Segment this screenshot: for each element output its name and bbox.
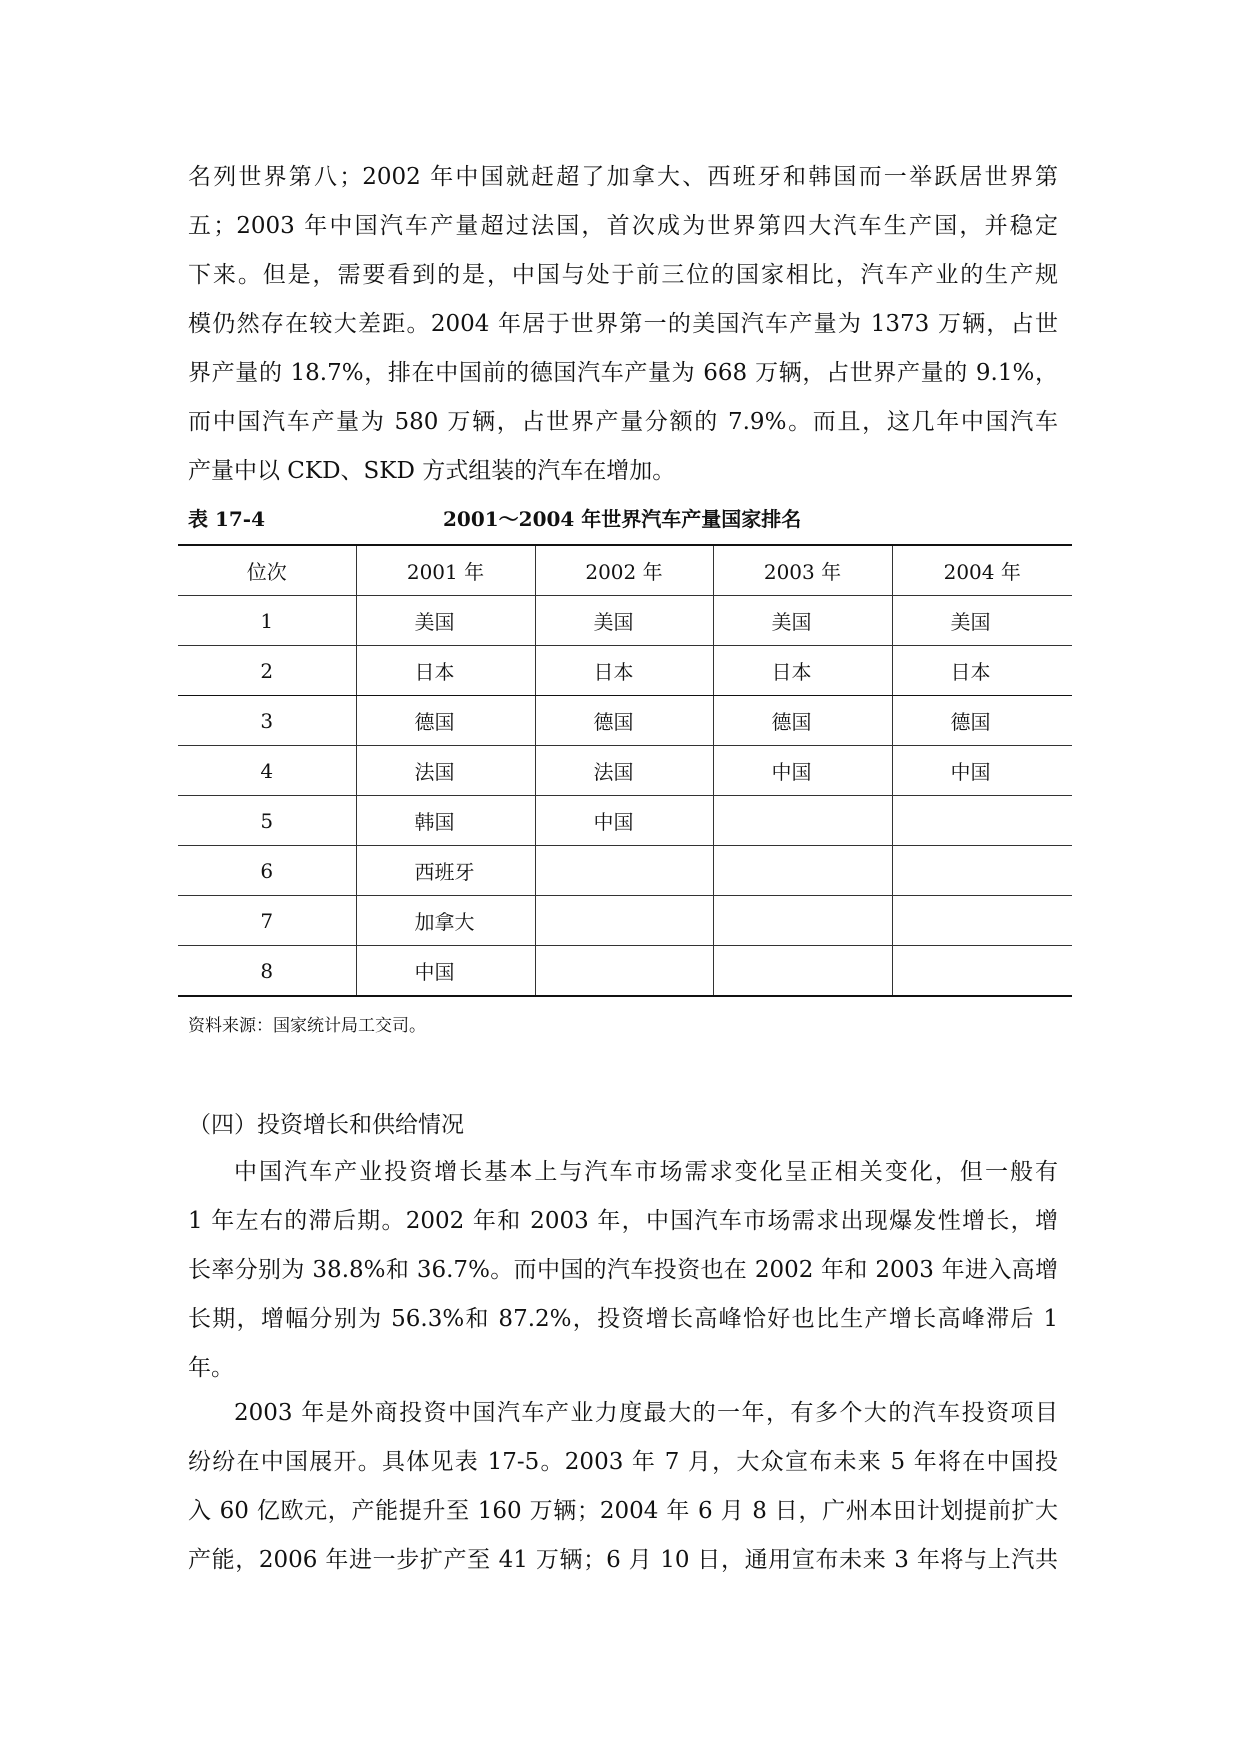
- country-cell: 美国: [356, 596, 535, 646]
- text-line: 界产量的 18.7%，排在中国前的德国汽车产量为 668 万辆，占世界产量的 9.1%，: [188, 360, 1058, 386]
- country-cell: [713, 896, 892, 946]
- country-cell: 中国: [535, 796, 713, 846]
- rank-cell: 4: [178, 746, 356, 796]
- text-line: 而中国汽车产量为 580 万辆，占世界产量分额的 7.9%。而且，这几年中国汽车: [188, 409, 1058, 435]
- text-line: 长期，增幅分别为 56.3%和 87.2%，投资增长高峰恰好也比生产增长高峰滞后 1: [188, 1306, 1058, 1332]
- country-cell: 西班牙: [356, 846, 535, 896]
- text-line: 产能，2006 年进一步扩产至 41 万辆；6 月 10 日，通用宣布未来 3 年将与上汽共: [188, 1547, 1058, 1573]
- text-line: 1 年左右的滞后期。2002 年和 2003 年，中国汽车市场需求出现爆发性增长，增: [188, 1208, 1058, 1234]
- column-header: 2004 年: [892, 545, 1072, 596]
- country-cell: 德国: [535, 696, 713, 746]
- paragraph-foreign-investment: [188, 1389, 1058, 1585]
- column-header: 2002 年: [535, 545, 713, 596]
- column-header: 2003 年: [713, 545, 892, 596]
- country-cell: [535, 846, 713, 896]
- country-cell: 美国: [892, 596, 1072, 646]
- text-line: 五；2003 年中国汽车产量超过法国，首次成为世界第四大汽车生产国，并稳定: [188, 213, 1058, 239]
- country-cell: 法国: [356, 746, 535, 796]
- rank-cell: 7: [178, 896, 356, 946]
- country-cell: 法国: [535, 746, 713, 796]
- country-cell: 加拿大: [356, 896, 535, 946]
- country-cell: [892, 796, 1072, 846]
- country-cell: 德国: [356, 696, 535, 746]
- column-header: 位次: [178, 545, 356, 596]
- table-title: 2001～2004 年世界汽车产量国家排名: [443, 507, 802, 531]
- rank-cell: 5: [178, 796, 356, 846]
- country-cell: 中国: [713, 746, 892, 796]
- rank-cell: 3: [178, 696, 356, 746]
- table-row: [178, 896, 1072, 946]
- table-caption: [188, 503, 1058, 535]
- text-line: 入 60 亿欧元，产能提升至 160 万辆；2004 年 6 月 8 日，广州本田计划提前扩大: [188, 1498, 1058, 1524]
- paragraph-production-ranking: [188, 153, 1058, 496]
- country-cell: 德国: [713, 696, 892, 746]
- country-cell: [535, 896, 713, 946]
- rank-cell: 8: [178, 946, 356, 997]
- country-cell: 中国: [892, 746, 1072, 796]
- country-cell: 美国: [713, 596, 892, 646]
- country-cell: 日本: [535, 646, 713, 696]
- country-cell: 韩国: [356, 796, 535, 846]
- country-cell: 德国: [892, 696, 1072, 746]
- country-cell: 日本: [356, 646, 535, 696]
- section-heading: （四）投资增长和供给情况: [188, 1112, 464, 1138]
- country-cell: [713, 796, 892, 846]
- country-cell: [713, 946, 892, 997]
- rank-cell: 6: [178, 846, 356, 896]
- text-line: 纷纷在中国展开。具体见表 17-5。2003 年 7 月，大众宣布未来 5 年将在中国投: [188, 1449, 1058, 1475]
- ranking-table: [178, 544, 1072, 997]
- table-row: [178, 646, 1072, 696]
- text-line: 年。: [188, 1355, 234, 1381]
- table-row: [178, 596, 1072, 646]
- rank-cell: 1: [178, 596, 356, 646]
- text-line: 中国汽车产业投资增长基本上与汽车市场需求变化呈正相关变化，但一般有: [234, 1159, 1058, 1185]
- text-line: 长率分别为 38.8%和 36.7%。而中国的汽车投资也在 2002 年和 2003 年进入高增: [188, 1257, 1058, 1283]
- column-header: 2001 年: [356, 545, 535, 596]
- rank-cell: 2: [178, 646, 356, 696]
- text-line: 产量中以 CKD、SKD 方式组装的汽车在增加。: [188, 458, 676, 484]
- table-row: [178, 746, 1072, 796]
- table-source-note: 资料来源：国家统计局工交司。: [188, 1016, 426, 1036]
- country-cell: 美国: [535, 596, 713, 646]
- table-row: [178, 696, 1072, 746]
- table-number: 表 17-4: [188, 507, 266, 531]
- country-cell: [535, 946, 713, 997]
- table-row: [178, 846, 1072, 896]
- country-cell: [892, 846, 1072, 896]
- text-line: 下来。但是，需要看到的是，中国与处于前三位的国家相比，汽车产业的生产规: [188, 262, 1058, 288]
- country-cell: 中国: [356, 946, 535, 997]
- text-line: 名列世界第八；2002 年中国就赶超了加拿大、西班牙和韩国而一举跃居世界第: [188, 164, 1058, 190]
- table-row: [178, 946, 1072, 997]
- text-line: 2003 年是外商投资中国汽车产业力度最大的一年，有多个大的汽车投资项目: [234, 1400, 1058, 1426]
- country-cell: [892, 946, 1072, 997]
- table-row: [178, 796, 1072, 846]
- country-cell: 日本: [892, 646, 1072, 696]
- text-line: 模仍然存在较大差距。2004 年居于世界第一的美国汽车产量为 1373 万辆，占世: [188, 311, 1058, 337]
- country-cell: [713, 846, 892, 896]
- paragraph-investment-growth: [188, 1148, 1058, 1393]
- country-cell: 日本: [713, 646, 892, 696]
- table-header-row: [178, 545, 1072, 596]
- country-cell: [892, 896, 1072, 946]
